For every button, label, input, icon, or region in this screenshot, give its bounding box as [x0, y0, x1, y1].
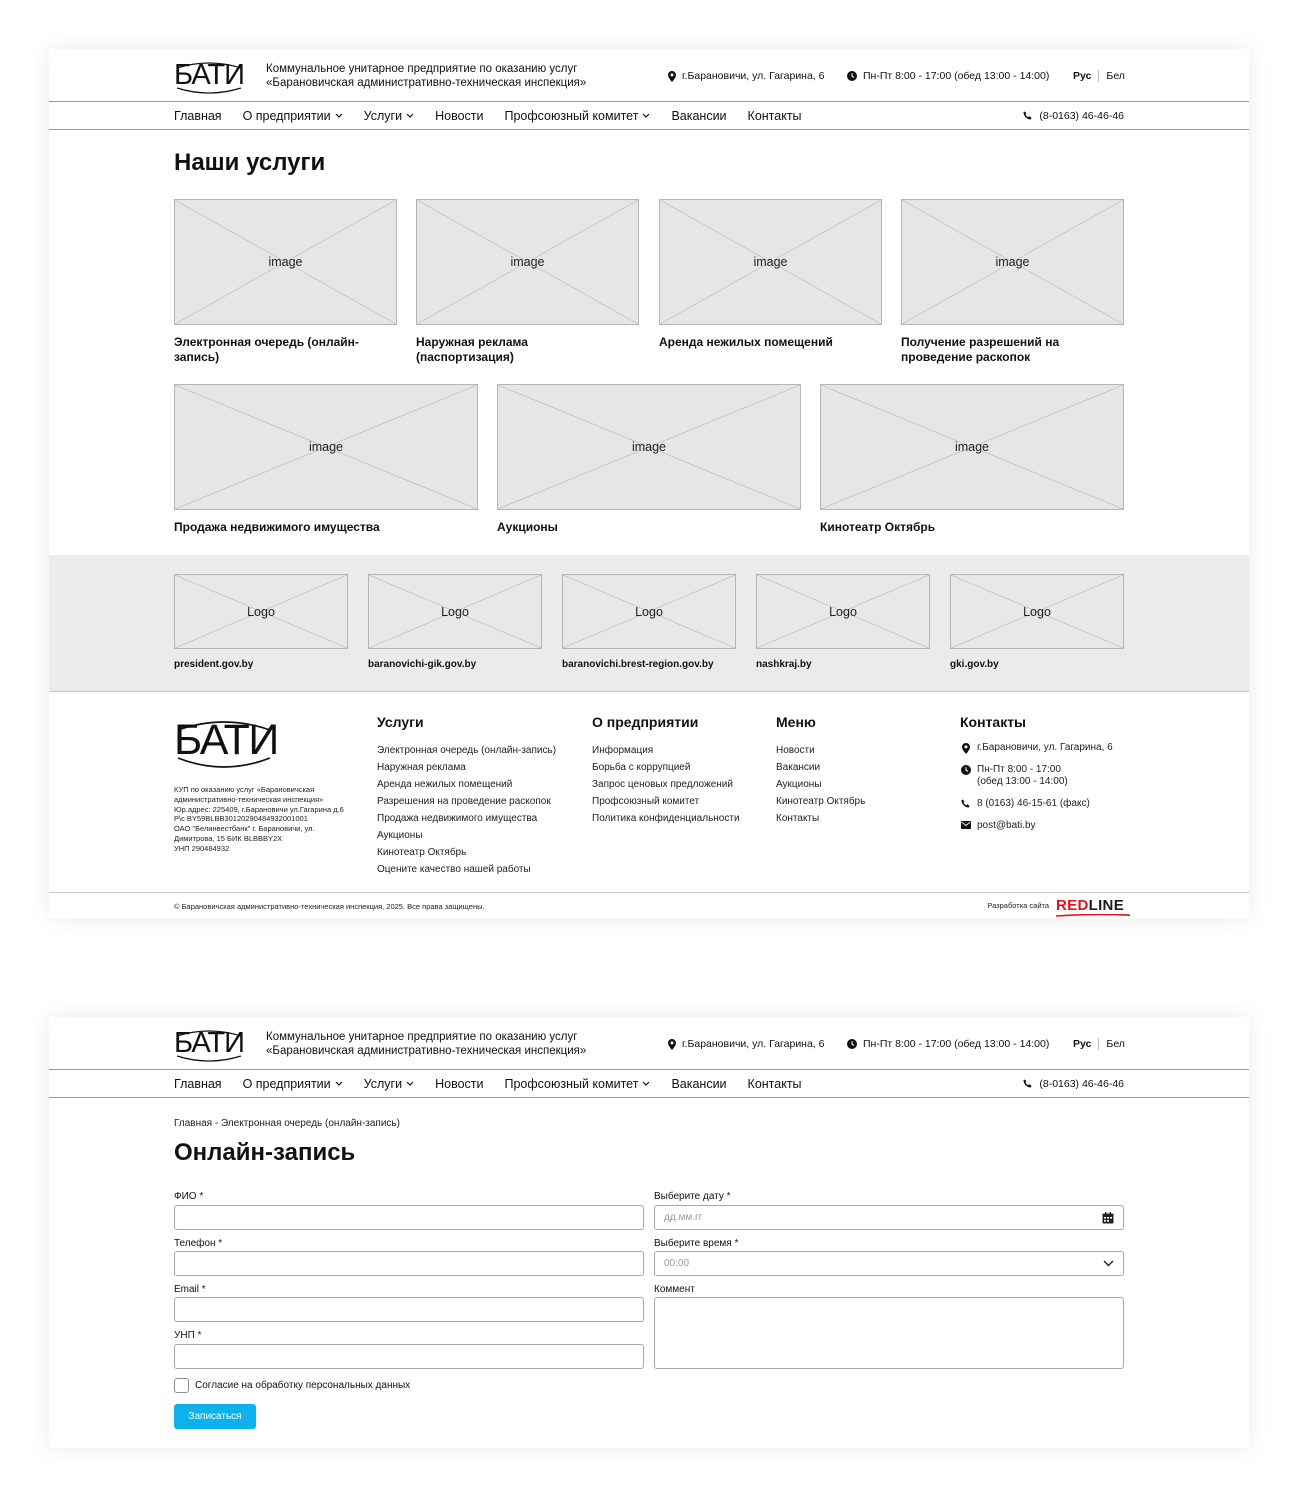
header-hours: [847, 70, 1049, 82]
partner-label: baranovichi-gik.gov.by: [368, 659, 477, 670]
requisite-line: Юр.адрес: 225409, г.Барановичи ул.Гагарина д.6: [174, 804, 344, 814]
nav-services-label: Услуги: [363, 108, 403, 123]
partner-label: gki.gov.by: [950, 659, 999, 670]
org-name: [266, 1031, 586, 1058]
requisite-line: Димитрова, 15 БИК BLBBBY2X: [174, 833, 283, 843]
footer-logo-text: БАТИ: [174, 716, 278, 764]
footer-link[interactable]: Контакты: [776, 813, 820, 824]
footer-about-title: О предприятии: [592, 714, 699, 730]
image-label: image: [753, 255, 788, 269]
map-pin-icon: [668, 71, 676, 82]
footer-link[interactable]: Вакансии: [776, 762, 821, 773]
partner-link[interactable]: [174, 574, 348, 670]
service-title: Аукционы: [497, 520, 558, 534]
footer-address-text: г.Барановичи, ул. Гагарина, 6: [977, 742, 1113, 753]
partner-link[interactable]: [562, 574, 736, 670]
consent-checkbox-row[interactable]: [174, 1378, 410, 1393]
partner-logo-placeholder: [174, 574, 348, 649]
site-header: [49, 49, 1249, 102]
chevron-down-icon: [1103, 1260, 1114, 1267]
breadcrumb[interactable]: Главная - Электронная очередь (онлайн-запись): [174, 1118, 400, 1129]
nav-news-label: Новости: [435, 1076, 484, 1091]
logo-label: Logo: [635, 604, 663, 619]
image-label: image: [268, 255, 303, 269]
map-pin-icon: [962, 743, 970, 754]
service-image-placeholder: [901, 199, 1124, 325]
unp-field[interactable]: [174, 1344, 644, 1369]
date-picker[interactable]: [654, 1205, 1124, 1230]
services-page: [49, 49, 1249, 918]
org-name-line1: Коммунальное унитарное предприятие по оказанию услуг: [266, 63, 578, 75]
page-title: Онлайн-запись: [174, 1139, 356, 1166]
developer-label: Разработка сайта: [987, 901, 1050, 910]
comment-label: Коммент: [654, 1284, 695, 1295]
nav-home-label: Главная: [174, 1076, 222, 1091]
date-placeholder: дд.мм.гг: [664, 1212, 703, 1223]
org-name: [266, 63, 586, 90]
nav-news[interactable]: [435, 1077, 483, 1091]
nav-about-label: О предприятии: [242, 108, 331, 123]
map-pin-icon: [668, 1039, 676, 1050]
partners-strip: [49, 555, 1249, 692]
header-address-text: г.Барановичи, ул. Гагарина, 6: [682, 1038, 825, 1050]
nav-contacts-label: Контакты: [747, 1076, 802, 1091]
partner-link[interactable]: [756, 574, 930, 670]
service-card[interactable]: [901, 199, 1124, 365]
footer-hours-line2: (обед 13:00 - 14:00): [977, 776, 1068, 787]
partner-logo-placeholder: [950, 574, 1124, 649]
header-phone-text: (8-0163) 46-46-46: [1039, 109, 1124, 122]
header-phone[interactable]: [1023, 102, 1124, 129]
header-hours-text: Пн-Пт 8:00 - 17:00 (обед 13:00 - 14:00): [863, 1038, 1050, 1050]
main-nav: [49, 102, 1249, 130]
service-image-placeholder: [174, 199, 397, 325]
header-hours-text: Пн-Пт 8:00 - 17:00 (обед 13:00 - 14:00): [863, 70, 1050, 82]
nav-home[interactable]: [174, 109, 222, 123]
footer-link[interactable]: Продажа недвижимого имущества: [377, 813, 538, 824]
requisite-line: административно-техническая инспекция»: [174, 794, 324, 804]
footer-contacts-title: Контакты: [960, 714, 1027, 730]
logo-text: БАТИ: [174, 59, 245, 91]
chevron-down-icon: [335, 1081, 343, 1086]
fio-field[interactable]: [174, 1205, 644, 1230]
requisite-line: УНП 290484932: [174, 843, 230, 853]
redline-logo: [1056, 897, 1124, 914]
partner-logo-placeholder: [562, 574, 736, 649]
nav-vacancies[interactable]: [671, 109, 726, 123]
service-card[interactable]: [659, 199, 882, 350]
nav-services-label: Услуги: [363, 1076, 403, 1091]
partner-label: president.gov.by: [174, 659, 254, 670]
footer-menu-column: [776, 714, 865, 827]
footer-link[interactable]: Оцените качество нашей работы: [377, 864, 531, 875]
org-name-line1: Коммунальное унитарное предприятие по оказанию услуг: [266, 1031, 578, 1043]
service-card[interactable]: [820, 384, 1124, 535]
footer-link[interactable]: Наружная реклама: [377, 762, 466, 773]
service-title: Наружная реклама (паспортизация): [416, 335, 528, 364]
developer-credit[interactable]: [987, 897, 1124, 914]
image-label: image: [308, 440, 344, 454]
footer-link[interactable]: Информация: [592, 745, 654, 756]
email-field[interactable]: [174, 1297, 644, 1322]
time-select[interactable]: [654, 1251, 1124, 1276]
consent-label: Согласие на обработку персональных данных: [195, 1380, 411, 1391]
main-nav: [49, 1070, 1249, 1098]
nav-vacancies-label: Вакансии: [671, 1076, 727, 1091]
footer-menu-title: Меню: [776, 714, 816, 730]
nav-home-label: Главная: [174, 108, 222, 123]
phone-icon: [961, 799, 970, 808]
page-title: Наши услуги: [174, 149, 326, 176]
logo-label: Logo: [247, 604, 275, 619]
nav-news[interactable]: [435, 109, 483, 123]
partner-label: nashkraj.by: [756, 659, 812, 670]
nav-about[interactable]: [243, 109, 343, 123]
nav-union-label: Профсоюзный комитет: [504, 1076, 639, 1091]
site-logo[interactable]: [174, 1028, 244, 1062]
nav-vacancies-label: Вакансии: [671, 108, 727, 123]
footer-requisites: [174, 785, 364, 854]
service-card[interactable]: [174, 199, 397, 365]
footer-contacts-column: [960, 714, 1113, 842]
language-switcher: [1073, 1038, 1125, 1050]
nav-union-label: Профсоюзный комитет: [504, 108, 639, 123]
submit-button[interactable]: Записаться: [174, 1404, 256, 1429]
online-booking-page: [49, 1017, 1249, 1448]
footer-link[interactable]: Новости: [776, 745, 815, 756]
time-value: 00:00: [664, 1258, 690, 1269]
service-title: Продажа недвижимого имущества: [174, 520, 380, 534]
header-address: [668, 70, 825, 82]
chevron-down-icon: [335, 113, 343, 118]
header-phone[interactable]: [1023, 1070, 1124, 1097]
lang-divider: [1098, 1038, 1099, 1050]
partner-logo-placeholder: [756, 574, 930, 649]
email-label: Email *: [174, 1284, 206, 1295]
site-header: [49, 1017, 1249, 1070]
date-label: Выберите дату *: [654, 1191, 731, 1202]
phone-label: Телефон *: [174, 1238, 223, 1249]
image-label: image: [995, 255, 1030, 269]
footer-link[interactable]: Политика конфиденциальности: [592, 813, 740, 824]
header-address-text: г.Барановичи, ул. Гагарина, 6: [682, 70, 825, 82]
service-card[interactable]: [497, 384, 801, 535]
redline-logo-red: RED: [1056, 897, 1089, 914]
service-title: Электронная очередь (онлайн-запись): [174, 335, 359, 364]
footer-link[interactable]: Профсоюзный комитет: [592, 796, 700, 807]
partner-logo-placeholder: [368, 574, 542, 649]
footer-bottom-bar: [49, 892, 1249, 918]
nav-about[interactable]: [243, 1077, 343, 1091]
nav-contacts[interactable]: [748, 109, 802, 123]
language-switcher: [1073, 70, 1125, 82]
service-title: Кинотеатр Октябрь: [820, 520, 936, 534]
consent-checkbox[interactable]: [174, 1378, 189, 1393]
footer-link[interactable]: Электронная очередь (онлайн-запись): [377, 745, 557, 756]
header-address: [668, 1038, 825, 1050]
service-image-placeholder: [820, 384, 1124, 510]
phone-icon: [1023, 111, 1032, 120]
chevron-down-icon: [642, 113, 650, 118]
requisite-line: КУП по оказанию услуг «Барановичская: [174, 785, 315, 794]
partner-link[interactable]: [368, 574, 542, 670]
footer-phone[interactable]: [960, 798, 1113, 810]
footer-services-column: [377, 714, 556, 878]
requisite-line: ОАО "Белинвестбанк" г. Барановичи, ул.: [174, 824, 315, 834]
envelope-icon: [961, 821, 971, 829]
phone-field[interactable]: [174, 1251, 644, 1276]
nav-vacancies[interactable]: [671, 1077, 726, 1091]
logo-label: Logo: [441, 604, 469, 619]
service-title: Получение разрешений на проведение раскопок: [901, 335, 1060, 364]
footer-email[interactable]: [960, 820, 1113, 832]
lang-divider: [1098, 70, 1099, 82]
chevron-down-icon: [406, 113, 414, 118]
clock-icon: [847, 71, 857, 81]
fio-label: ФИО *: [174, 1191, 204, 1202]
service-image-placeholder: [174, 384, 478, 510]
footer-link[interactable]: Аренда нежилых помещений: [377, 779, 513, 790]
partner-link[interactable]: [950, 574, 1124, 670]
unp-label: УНП *: [174, 1330, 202, 1341]
service-card[interactable]: [174, 384, 478, 535]
site-footer: [49, 692, 1249, 892]
footer-link[interactable]: Аукционы: [377, 830, 423, 841]
comment-textarea[interactable]: [654, 1297, 1124, 1369]
chevron-down-icon: [406, 1081, 414, 1086]
org-name-line2: «Барановичская административно-техническая инспекция»: [266, 1044, 587, 1057]
lang-by[interactable]: Бел: [1106, 70, 1125, 82]
footer-address: [960, 742, 1113, 754]
nav-news-label: Новости: [435, 108, 484, 123]
site-logo[interactable]: [174, 60, 244, 94]
service-image-placeholder: [659, 199, 882, 325]
lang-by[interactable]: Бел: [1106, 1038, 1125, 1050]
header-hours: [847, 1038, 1049, 1050]
footer-link[interactable]: Запрос ценовых предложений: [592, 779, 733, 790]
lang-ru[interactable]: Рус: [1073, 1038, 1092, 1050]
requisite-line: Р\с BY59BLBB30120290484932001001: [174, 814, 308, 824]
nav-services[interactable]: [364, 1077, 414, 1091]
footer-link[interactable]: Разрешения на проведение раскопок: [377, 796, 551, 807]
nav-contacts-label: Контакты: [747, 108, 802, 123]
service-title: Аренда нежилых помещений: [659, 335, 833, 349]
header-phone-text: (8-0163) 46-46-46: [1039, 1077, 1124, 1090]
footer-link[interactable]: Кинотеатр Октябрь: [776, 796, 866, 807]
service-card[interactable]: [416, 199, 639, 365]
footer-link[interactable]: Борьба с коррупцией: [592, 762, 691, 773]
image-label: image: [631, 440, 667, 454]
footer-link[interactable]: Кинотеатр Октябрь: [377, 847, 467, 858]
clock-icon: [847, 1039, 857, 1049]
service-image-placeholder: [416, 199, 639, 325]
nav-union[interactable]: [504, 1077, 650, 1091]
footer-hours: [960, 764, 1113, 788]
image-label: image: [510, 255, 545, 269]
copyright-text: © Барановичская административно-техническая инспекция, 2025. Все права защищены.: [174, 902, 485, 911]
time-label: Выберите время *: [654, 1238, 739, 1249]
logo-text: БАТИ: [174, 1027, 245, 1059]
image-label: image: [954, 440, 990, 454]
logo-label: Logo: [829, 604, 857, 619]
phone-icon: [1023, 1079, 1032, 1088]
nav-services[interactable]: [364, 109, 414, 123]
nav-home[interactable]: [174, 1077, 222, 1091]
calendar-icon[interactable]: [1102, 1212, 1114, 1224]
partner-label: baranovichi.brest-region.gov.by: [562, 659, 714, 670]
org-name-line2: «Барановичская административно-техническая инспекция»: [266, 76, 587, 89]
chevron-down-icon: [642, 1081, 650, 1086]
nav-union[interactable]: [504, 109, 650, 123]
footer-hours-line1: Пн-Пт 8:00 - 17:00: [977, 764, 1061, 775]
redline-logo-dark: LINE: [1088, 897, 1124, 914]
clock-icon: [961, 765, 971, 775]
service-image-placeholder: [497, 384, 801, 510]
footer-link[interactable]: Аукционы: [776, 779, 822, 790]
nav-contacts[interactable]: [748, 1077, 802, 1091]
footer-about-column: [592, 714, 740, 827]
footer-logo[interactable]: [174, 716, 278, 770]
footer-email-text: post@bati.by: [977, 820, 1036, 831]
lang-ru[interactable]: Рус: [1073, 70, 1092, 82]
nav-about-label: О предприятии: [242, 1076, 331, 1091]
logo-label: Logo: [1023, 604, 1051, 619]
footer-phone-text: 8 (0163) 46-15-61 (факс): [977, 798, 1090, 809]
footer-services-title: Услуги: [377, 714, 424, 730]
